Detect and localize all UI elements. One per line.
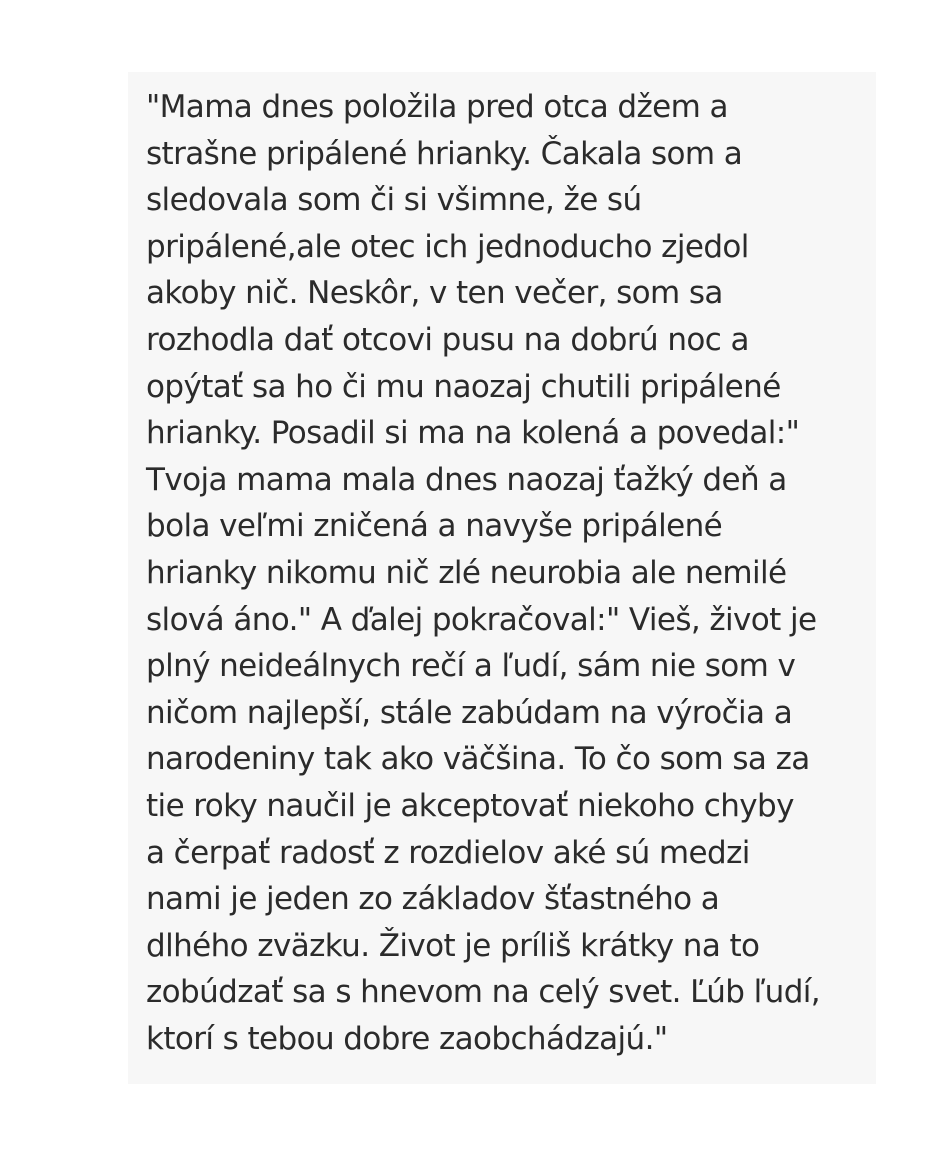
quote-line: hrianky nikomu nič zlé neurobia ale nemilé [146, 554, 787, 591]
quote-line: strašne pripálené hrianky. Čakala som a [146, 135, 743, 172]
quote-line: plný neideálnych rečí a ľudí, sám nie som v [146, 648, 796, 685]
quote-line: zobúdzať sa s hnevom na celý svet. Ľúb ľudí, [146, 974, 821, 1011]
quote-line: opýtať sa ho či mu naozaj chutili pripálené [146, 368, 781, 405]
quote-line: sledovala som či si všimne, že sú [146, 182, 642, 219]
quote-text [146, 84, 876, 1062]
quote-line: ničom najlepší, stále zabúdam na výročia a [146, 694, 793, 731]
quote-line: akoby nič. Neskôr, v ten večer, som sa [146, 275, 723, 312]
quote-line: slová áno." A ďalej pokračoval:" Vieš, život je [146, 601, 817, 638]
quote-line: pripálené,ale otec ich jednoducho zjedol [146, 228, 749, 265]
quote-line: narodeniny tak ako väčšina. To čo som sa za [146, 741, 810, 778]
quote-line: tie roky naučil je akceptovať niekoho chyby [146, 787, 794, 824]
quote-line: a čerpať radosť z rozdielov aké sú medzi [146, 834, 750, 871]
quote-line: dlhého zväzku. Život je príliš krátky na to [146, 927, 760, 964]
quote-line: bola veľmi zničená a navyše pripálené [146, 508, 723, 545]
quote-line: nami je jeden zo základov šťastného a [146, 881, 720, 918]
quote-line: "Mama dnes položila pred otca džem a [146, 89, 728, 125]
quote-line: hrianky. Posadil si ma na kolená a povedal:" [146, 415, 800, 452]
quote-line: ktorí s tebou dobre zaobchádzajú." [146, 1020, 668, 1057]
quote-line: Tvoja mama mala dnes naozaj ťažký deň a [146, 461, 787, 498]
quote-line: rozhodla dať otcovi pusu na dobrú noc a [146, 321, 749, 358]
